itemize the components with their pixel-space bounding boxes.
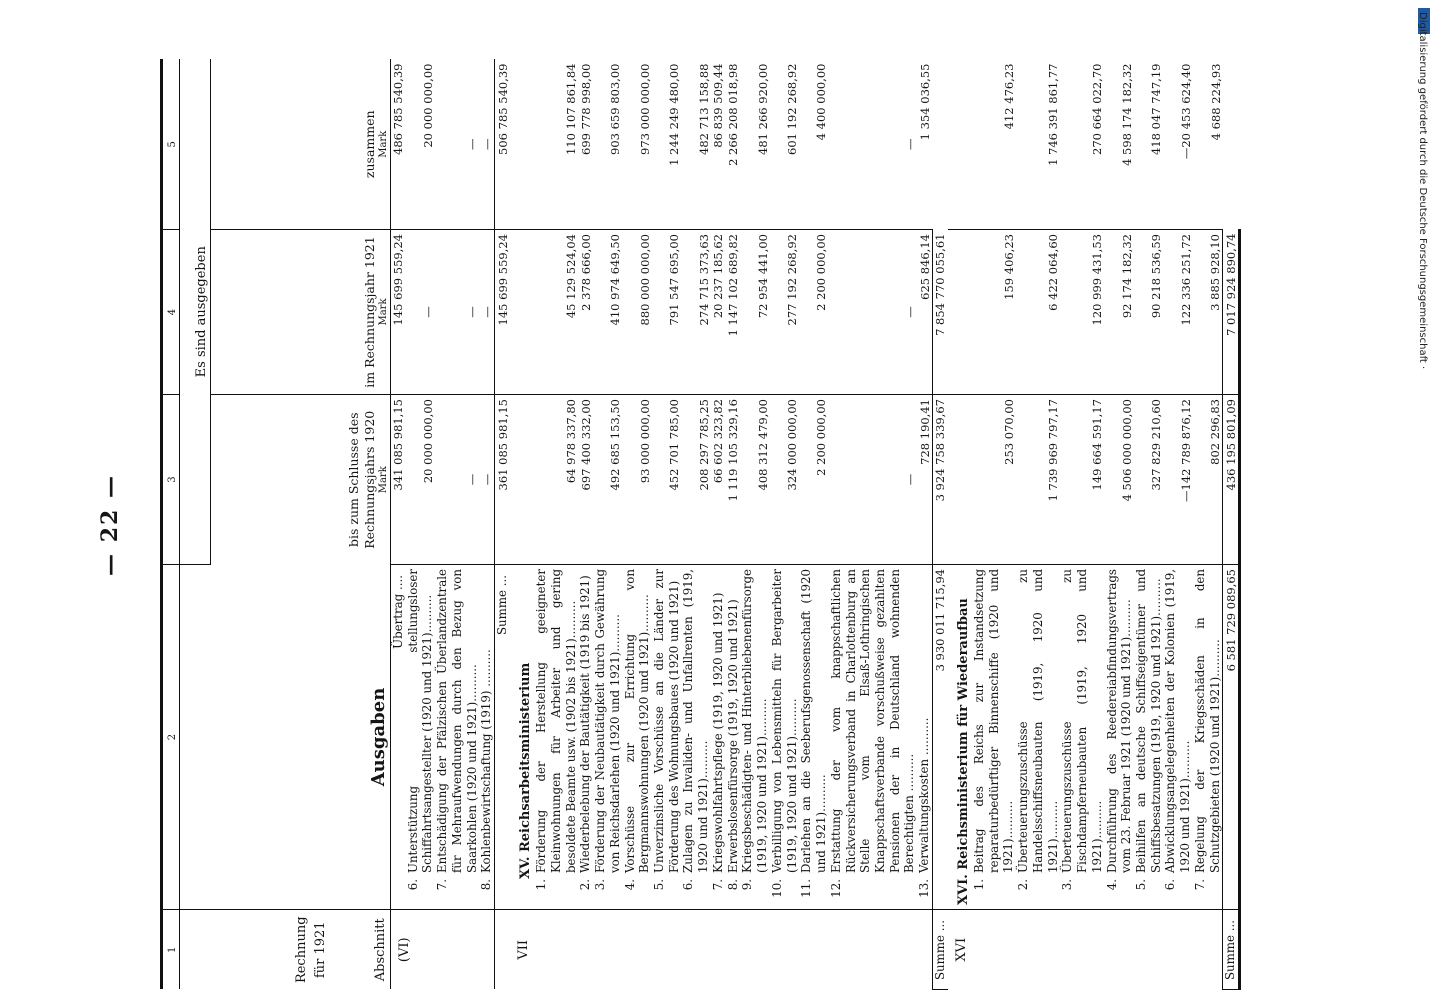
item-number: 12. <box>828 879 843 898</box>
summe-label: Summe ... <box>1223 910 1240 990</box>
header-col5-label: zusammen <box>361 110 377 179</box>
cell-v3: 324 000 000,00 <box>770 395 799 565</box>
summe-label: Summe ... <box>495 565 510 910</box>
uebertrag-label: Übertrag .... <box>391 565 406 910</box>
cell-v4: 277 192 268,92 <box>770 230 799 395</box>
cell-v5: 4 598 174 182,32 <box>1105 60 1134 230</box>
cell-v5: 601 192 268,92 <box>770 60 799 230</box>
unit-mark-5: Mark <box>377 130 389 158</box>
item-text: Durchführung des Reedereiabfindungsvertrags vom 23. Februar 1921 (1920 und 1921).......... <box>1104 569 1134 873</box>
item-text: Unterstützung stellungsloser Schiffahrtsangestellter (1920 und 1921).......... <box>405 569 435 873</box>
table-row <box>652 60 681 990</box>
ministry-title-labor: XV. Reichsarbeitsministerium <box>510 565 534 910</box>
header-col4 <box>211 230 391 395</box>
header-rechnung-label: Rechnung für 1921 <box>293 916 328 984</box>
cell-v4: 1 147 102 689,82 <box>726 230 741 395</box>
cell-v4: 274 715 373,63 <box>681 230 710 395</box>
cell-v4: 159 406,23 <box>972 230 1016 395</box>
section-vii <box>510 60 948 990</box>
item-number: 2. <box>578 879 593 891</box>
cell-v4: 880 000 000,00 <box>623 230 652 395</box>
cell-v5: 1 354 036,55 <box>917 60 932 230</box>
abschnitt-xvi: XVI <box>953 937 969 962</box>
cell-v3: 408 312 479,00 <box>740 395 769 565</box>
cell-v3: 327 829 210,60 <box>1134 395 1163 565</box>
item-text: Vorschüsse zur Errichtung von Bergmannswohnungen (1920 und 1921).......... <box>622 569 652 873</box>
item-number: 6. <box>1163 879 1178 891</box>
item-text: Zulagen zu Invaliden- und Unfallrenten (1919, 1920 und 1921).......... <box>681 569 711 873</box>
cell-v4: 120 999 431,53 <box>1060 230 1104 395</box>
item-text: Förderung der Herstellung geeigneter Kleinwohnungen für Arbeiter und gering besoldete Beamte usw. (1902 bis 1921).......... <box>534 569 578 873</box>
item-number: 7. <box>710 879 725 891</box>
expenditure-table <box>160 60 1241 991</box>
summe-row <box>1223 60 1240 990</box>
table-row <box>406 60 435 990</box>
cell-v3: 64 978 337,80 <box>534 395 578 565</box>
summe-v4: 145 699 559,24 <box>495 230 510 395</box>
colnum-5: 5 <box>162 60 180 230</box>
cell-v5: 86 839 509,44 <box>711 60 726 230</box>
cell-v4: 45 129 524,04 <box>534 230 578 395</box>
cell-v5: 270 664 022,70 <box>1060 60 1104 230</box>
table-row <box>972 60 1016 990</box>
summe-v5: 506 785 540,39 <box>495 60 510 230</box>
cell-v3: 697 400 332,00 <box>578 395 593 565</box>
cell-v4: 410 974 649,50 <box>593 230 622 395</box>
item-number: 5. <box>652 879 666 891</box>
cell-v3: 4 506 000 000,00 <box>1105 395 1134 565</box>
cell-v5: 2 266 208 018,98 <box>726 60 741 230</box>
item-number: 8. <box>479 879 494 891</box>
item-text: Erstattung der vom knappschaftlichen Rückversicherungsverband in Charlottenburg an Stelle vom Elsaß-Lothringischen Knappschaftsverbande vorschußweise gezahlten Pensionen der in Deutschland wohnenden Berechtigten .......... <box>828 569 917 873</box>
cell-v5: 4 688 224,93 <box>1193 60 1223 230</box>
cell-v5: — <box>435 60 479 230</box>
item-text: Förderung der Neubautätigkeit durch Gewährung von Reichsdarlehen (1920 und 1921).......... <box>593 569 622 873</box>
cell-v3: 66 602 323,82 <box>711 395 726 565</box>
table-row <box>829 60 917 990</box>
cell-v4: 6 422 064,60 <box>1016 230 1060 395</box>
cell-v5: 973 000 000,00 <box>623 60 652 230</box>
cell-v5: — <box>829 60 917 230</box>
item-text: Regelung der Kriegsschäden in den Schutzgebieten (1920 und 1921).......... <box>1192 569 1222 873</box>
table-row <box>770 60 799 990</box>
colnum-1: 1 <box>162 910 180 990</box>
cell-v3: — <box>435 395 479 565</box>
cell-v5: —20 453 624,40 <box>1163 60 1192 230</box>
item-text: Überteuerungszuschüsse zu Handelsschiffsneubauten (1919, 1920 und 1921).......... <box>1016 569 1060 873</box>
ministry-title-reconstruction: XVI. Reichsministerium für Wiederaufbau <box>948 565 972 910</box>
table-row <box>623 60 652 990</box>
cell-v4: 72 954 441,00 <box>740 230 769 395</box>
cell-v4: 90 218 536,59 <box>1134 230 1163 395</box>
item-text: Kriegswohlfahrtspflege (1919, 1920 und 1921) <box>710 592 725 873</box>
cell-v4: — <box>829 230 917 395</box>
cell-v3: 253 070,00 <box>972 395 1016 565</box>
summe-v5: 7 854 770 055,61 <box>932 230 947 395</box>
column-number-row <box>162 60 180 990</box>
unit-mark-3: Mark <box>377 466 389 494</box>
item-number: 13. <box>917 879 932 898</box>
item-number: 7. <box>435 879 450 891</box>
section-xvi <box>948 60 1240 990</box>
cell-v4: 3 885 928,10 <box>1193 230 1223 395</box>
header-row <box>180 60 211 990</box>
section-vi <box>391 60 510 990</box>
uebertrag-row <box>391 60 406 990</box>
cell-v4: 791 547 695,00 <box>652 230 681 395</box>
item-number: 1. <box>971 879 986 891</box>
cell-v3: 20 000 000,00 <box>406 395 435 565</box>
table-row <box>799 60 828 990</box>
table-row <box>593 60 622 990</box>
header-col5 <box>211 60 391 230</box>
page-number: — 22 — <box>97 474 123 576</box>
item-text: Beihilfen an deutsche Schiffseigentümer und Schiffsbesatzungen (1919, 1920 und 1921).......... <box>1134 569 1163 873</box>
cell-v3: 2 200 000,00 <box>799 395 828 565</box>
table-row <box>1134 60 1163 990</box>
colnum-3: 3 <box>162 395 180 565</box>
item-number: 6. <box>405 879 420 891</box>
item-number: 7. <box>1192 879 1207 891</box>
table-row <box>681 60 710 990</box>
item-text: Verbilligung von Lebensmitteln für Bergarbeiter (1919, 1920 und 1921).......... <box>769 569 799 873</box>
colnum-4: 4 <box>162 230 180 395</box>
header-abschnitt-label: Abschnitt <box>372 918 388 982</box>
cell-v5: 1 746 391 861,77 <box>1016 60 1060 230</box>
abschnitt-vii: VII <box>515 939 531 960</box>
cell-v3: 452 701 785,00 <box>652 395 681 565</box>
item-number: 11. <box>799 879 814 898</box>
colnum-2: 2 <box>162 565 180 910</box>
ministry-row <box>510 60 534 990</box>
credit-text: Digitalisierung gefördert durch die Deutsche Forschungsgemeinschaft · <box>1417 12 1428 370</box>
cell-v4: 2 200 000,00 <box>799 230 828 395</box>
table-row <box>917 60 932 990</box>
cell-v4: 20 237 185,62 <box>711 230 726 395</box>
table-row <box>534 60 578 990</box>
item-text: Entschädigung der Pfälzischen Überlandzentrale für Mehraufwendungen durch den Bezug von Saarkohlen (1920 und 1921).......... <box>435 569 479 873</box>
item-number: 3. <box>1060 879 1075 891</box>
cell-v3: 208 297 785,25 <box>681 395 710 565</box>
unit-mark-4: Mark <box>377 298 389 326</box>
uebertrag-v5: 486 785 540,39 <box>391 60 406 230</box>
cell-v4: — <box>406 230 435 395</box>
item-number: 9. <box>740 879 755 891</box>
item-text: Beitrag des Reichs zur Instandsetzung reparaturbedürftiger Binnenschiffe (1920 und 1921).......... <box>971 569 1016 873</box>
cell-v5: 481 266 920,00 <box>740 60 769 230</box>
summe-v3: 6 581 729 089,65 <box>1223 565 1240 910</box>
summe-row <box>495 60 510 990</box>
summe-v4: 3 924 758 339,67 <box>932 395 947 565</box>
cell-v3: 93 000 000,00 <box>623 395 652 565</box>
cell-v4: — <box>479 230 494 395</box>
item-text: Abwicklungsangelegenheiten der Kolonien (1919, 1920 und 1921).......... <box>1163 569 1193 873</box>
item-text: Wiederbelebung der Bautätigkeit (1919 bis 1921) <box>578 575 593 873</box>
cell-v5: 1 244 249 480,00 <box>652 60 681 230</box>
item-number: 4. <box>1104 879 1119 891</box>
table-row <box>1060 60 1104 990</box>
summe-row <box>932 60 947 990</box>
header-col3-label: bis zum Schlusse des Rechnungsjahrs 1920 <box>346 410 377 549</box>
cell-v4: 92 174 182,32 <box>1105 230 1134 395</box>
table-row <box>578 60 593 990</box>
cell-v4: 625 846,14 <box>917 230 932 395</box>
cell-v3: —142 789 876,12 <box>1163 395 1192 565</box>
cell-v4: 2 378 666,00 <box>578 230 593 395</box>
ministry-row <box>948 60 972 990</box>
uebertrag-v4: 145 699 559,24 <box>391 230 406 395</box>
item-number: 4. <box>622 879 637 891</box>
item-text: Darlehen an die Seeberufsgenossenschaft (1920 und 1921).......... <box>799 569 829 873</box>
table-row <box>740 60 769 990</box>
table-row <box>711 60 726 990</box>
cell-v5: 20 000 000,00 <box>406 60 435 230</box>
table-row <box>1163 60 1192 990</box>
rotated-page-content <box>55 60 1305 990</box>
cell-v5: 418 047 747,19 <box>1134 60 1163 230</box>
item-number: 10. <box>769 879 784 898</box>
digitization-credit <box>1414 12 1430 712</box>
item-text: Kohlenbewirtschaftung (1919) .......... <box>479 649 494 873</box>
header-col4-label: im Rechnungsjahr 1921 <box>361 236 377 388</box>
summe-label: Summe ... <box>932 910 947 990</box>
item-text: Erwerbslosenfürsorge (1919, 1920 und 1921) <box>725 599 740 873</box>
summe-v5: 7 017 924 890,74 <box>1223 230 1240 395</box>
cell-v5: 412 476,23 <box>972 60 1016 230</box>
cell-v5: 699 778 998,00 <box>578 60 593 230</box>
table-row <box>1016 60 1060 990</box>
cell-v3: 149 664 591,17 <box>1060 395 1104 565</box>
item-text: Überteuerungszuschüsse zu Fischdampferneubauten (1919, 1920 und 1921).......... <box>1060 569 1104 873</box>
cell-v5: 4 400 000,00 <box>799 60 828 230</box>
cell-v4: 122 336 251,72 <box>1163 230 1192 395</box>
table-row <box>479 60 494 990</box>
cell-v3: 728 190,41 <box>917 395 932 565</box>
table-row <box>435 60 479 990</box>
table-row <box>1193 60 1223 990</box>
summe-v3: 3 930 011 715,94 <box>932 565 947 910</box>
cell-v3: — <box>479 395 494 565</box>
item-text: Unverzinsliche Vorschüsse an die Länder zur Förderung des Wohnungsbaues (1920 und 1921) <box>652 569 681 873</box>
item-number: 5. <box>1134 879 1149 891</box>
cell-v3: 1 119 105 329,16 <box>726 395 741 565</box>
header-spent: Es sind ausgegeben <box>180 60 211 565</box>
cell-v3: — <box>829 395 917 565</box>
item-number: 1. <box>534 879 549 891</box>
item-number: 8. <box>725 879 740 891</box>
item-text: Kriegsbeschädigten- und Hinterbliebenenfürsorge (1919, 1920 und 1921).......... <box>740 569 770 873</box>
abschnitt-vi: (VI) <box>397 937 412 963</box>
item-number: 3. <box>593 879 608 891</box>
cell-v5: 903 659 803,00 <box>593 60 622 230</box>
cell-v4: — <box>435 230 479 395</box>
cell-v5: 110 107 861,84 <box>534 60 578 230</box>
uebertrag-v3: 341 085 981,15 <box>391 395 406 565</box>
header-col3 <box>211 395 391 565</box>
item-number: 6. <box>681 879 696 891</box>
summe-v4: 436 195 801,09 <box>1223 395 1240 565</box>
table-row <box>726 60 741 990</box>
header-rechnung <box>180 910 391 990</box>
cell-v3: 1 739 969 797,17 <box>1016 395 1060 565</box>
cell-v3: 802 296,83 <box>1193 395 1223 565</box>
header-ausgaben: Ausgaben <box>180 565 391 910</box>
cell-v5: — <box>479 60 494 230</box>
table-row <box>1105 60 1134 990</box>
cell-v5: 482 713 158,88 <box>681 60 710 230</box>
summe-v3: 361 085 981,15 <box>495 395 510 565</box>
item-number: 2. <box>1016 879 1031 891</box>
cell-v3: 492 685 153,50 <box>593 395 622 565</box>
item-text: Verwaltungskosten .......... <box>917 717 932 873</box>
